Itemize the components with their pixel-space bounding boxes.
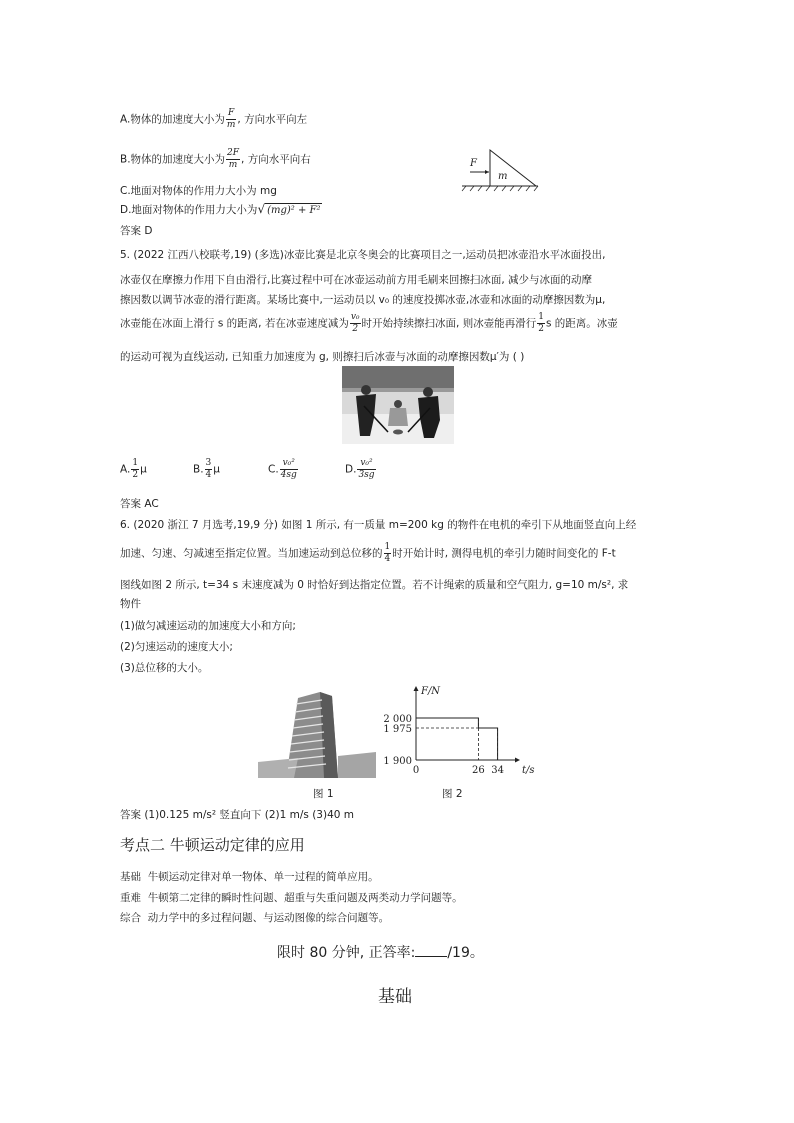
- comp-label: 综合: [120, 912, 141, 924]
- fig2-caption: 图 2: [442, 788, 463, 800]
- y-tick-label-2: 1 900: [383, 756, 412, 767]
- q4-option-b-suffix: , 方向水平向右: [241, 153, 311, 166]
- q6-frac-num: 1: [384, 542, 391, 552]
- time-limit-total: /19。: [447, 945, 484, 961]
- q4-option-a: [120, 108, 307, 131]
- q5-line-2: 冰壶仅在摩擦力作用下自由滑行,比赛过程中可在冰壶运动前方用毛刷来回擦扫冰面, 减少与冰面的动摩: [120, 274, 593, 286]
- q6-line-3: 图线如图 2 所示, t=34 s 末速度减为 0 时恰好到达指定位置。若不计绳索的质量和空气阻力, g=10 m/s², 求: [120, 579, 629, 591]
- q5-line-4: [120, 312, 618, 335]
- series-line-0: [416, 718, 498, 760]
- q5-option-b-suffix: μ: [213, 463, 220, 476]
- q5-option-a-den: 2: [132, 470, 139, 480]
- q6-sub-1: (1)做匀减速运动的加速度大小和方向;: [120, 620, 296, 632]
- x-axis-label: t/s: [522, 765, 535, 776]
- comp-line: [120, 911, 389, 925]
- basic-label: 基础: [120, 871, 141, 883]
- y-tick-label-0: 2 000: [383, 714, 412, 725]
- q6-line-2: [120, 542, 616, 565]
- force-arrowhead: [485, 170, 489, 174]
- chart-series: [416, 718, 498, 760]
- q4-option-a-den: m: [226, 120, 236, 130]
- level-heading: 基础: [378, 987, 412, 1007]
- q5-option-a-num: 1: [132, 458, 139, 468]
- q4-option-a-suffix: , 方向水平向左: [237, 113, 308, 126]
- q5-frac1-num: v₀: [350, 312, 360, 322]
- q5-frac1-den: 2: [350, 323, 361, 335]
- q5-option-d-label: D.: [345, 463, 357, 476]
- q6-line-2-b: 时开始计时, 测得电机的牵引力随时间变化的 F-t: [392, 547, 616, 560]
- basic-line: [120, 870, 379, 884]
- q4-option-d: D.地面对物体的作用力大小为√ (mg)² + F²: [120, 202, 321, 216]
- curling-photo: [342, 366, 454, 444]
- q4-option-c: C.地面对物体的作用力大小为 mg: [120, 185, 277, 197]
- q5-option-d-den: 3sg: [358, 470, 375, 480]
- q5-frac2-den: 2: [538, 324, 544, 334]
- q5-option-c-num: v₀²: [282, 458, 295, 468]
- comp-text: 动力学中的多过程问题、与运动图像的综合问题等。: [147, 912, 390, 924]
- chart-axes: [414, 686, 521, 763]
- mass-label: m: [498, 171, 508, 182]
- q5-frac2-num: 1: [538, 312, 544, 322]
- q6-answer: 答案 (1)0.125 m/s² 竖直向下 (2)1 m/s (3)40 m: [120, 809, 354, 821]
- q4-option-b-prefix: B.物体的加速度大小为: [120, 153, 226, 166]
- score-blank[interactable]: [415, 944, 447, 957]
- q5-option-b-num: 3: [205, 458, 212, 468]
- y-axis-label: F/N: [421, 686, 441, 697]
- q5-option-a-label: A.: [120, 463, 131, 476]
- q6-line-4: 物件: [120, 598, 141, 610]
- x-tick-label-1: 26: [472, 765, 485, 776]
- q4-block-figure: [460, 148, 542, 194]
- q5-line-1: 5. (2022 江西八校联考,19) (多选)冰壶比赛是北京冬奥会的比赛项目之一,运动员把冰壶沿水平冰面投出,: [120, 249, 606, 261]
- q6-frac-den: 4: [384, 554, 391, 564]
- q5-option-d-num: v₀²: [360, 458, 373, 468]
- y-tick-label-1: 1 975: [383, 724, 412, 735]
- q6-sub-2: (2)匀速运动的速度大小;: [120, 641, 233, 653]
- time-limit-label: 限时 80 分钟, 正答率:: [277, 945, 416, 961]
- q5-option-c-label: C.: [268, 463, 279, 476]
- q5-option-a: [120, 458, 147, 481]
- q5-option-b-label: B.: [193, 463, 204, 476]
- q6-line-1: 6. (2020 浙江 7 月选考,19,9 分) 如图 1 所示, 有一质量 m=200 kg 的物件在电机的牵引下从地面竖直向上经: [120, 519, 637, 531]
- force-time-chart: [372, 684, 535, 780]
- q6-sub-3: (3)总位移的大小。: [120, 662, 209, 674]
- q4-option-b-num: 2F: [227, 148, 240, 158]
- q5-option-c-den: 4sg: [280, 470, 297, 480]
- chart-labels: [383, 686, 534, 776]
- q6-line-2-a: 加速、匀速、匀减速至指定位置。当加速运动到总位移的: [120, 547, 383, 560]
- key-text: 牛顿第二定律的瞬时性问题、超重与失重问题及两类动力学问题等。: [147, 892, 463, 904]
- ground-hatch: [462, 186, 538, 191]
- basic-text: 牛顿运动定律对单一物体、单一过程的简单应用。: [147, 871, 379, 883]
- q5-option-b: [193, 458, 220, 481]
- force-label: F: [470, 158, 477, 169]
- key-line: [120, 891, 463, 905]
- q4-option-b: [120, 148, 311, 171]
- key-label: 重难: [120, 892, 141, 904]
- section-title: 考点二 牛顿运动定律的应用: [120, 836, 305, 854]
- building-photo: [258, 692, 376, 778]
- x-tick-label-0: 0: [412, 765, 420, 776]
- q5-line-4-c: s 的距离。冰壶: [545, 317, 618, 330]
- y-axis-arrow: [414, 686, 419, 691]
- q5-option-d: [345, 458, 377, 481]
- q4-option-d-prefix: D.地面对物体的作用力大小为: [120, 204, 258, 216]
- q4-answer: 答案 D: [120, 225, 153, 237]
- q5-line-4-b: 时开始持续擦扫冰面, 则冰壶能再滑行: [361, 317, 537, 330]
- x-axis-arrow: [515, 758, 520, 763]
- fig1-caption: 图 1: [313, 788, 334, 800]
- q4-option-d-radicand: (mg)² + F²: [267, 205, 321, 216]
- x-tick-label-2: 34: [491, 765, 504, 776]
- q5-option-a-suffix: μ: [140, 463, 147, 476]
- q5-line-4-a: 冰壶能在冰面上滑行 s 的距离, 若在冰壶速度减为: [120, 317, 349, 330]
- chart-guides: [416, 718, 498, 760]
- q4-option-a-prefix: A.物体的加速度大小为: [120, 113, 225, 126]
- q4-option-b-den: m: [226, 159, 240, 171]
- q5-answer: 答案 AC: [120, 498, 159, 510]
- q5-line-3: 擦因数以调节冰壶的滑行距离。某场比赛中,一运动员以 v₀ 的速度投掷冰壶,冰壶和冰面的动摩擦因数为μ,: [120, 294, 606, 306]
- time-limit: [277, 942, 484, 962]
- wedge-block: [490, 150, 536, 186]
- q5-line-5: 的运动可视为直线运动, 已知重力加速度为 g, 则擦扫后冰壶与冰面的动摩擦因数μ′为 ( ): [120, 351, 525, 363]
- q4-option-a-num: F: [227, 108, 235, 118]
- q5-option-c: [268, 458, 299, 481]
- q5-option-b-den: 4: [205, 470, 212, 480]
